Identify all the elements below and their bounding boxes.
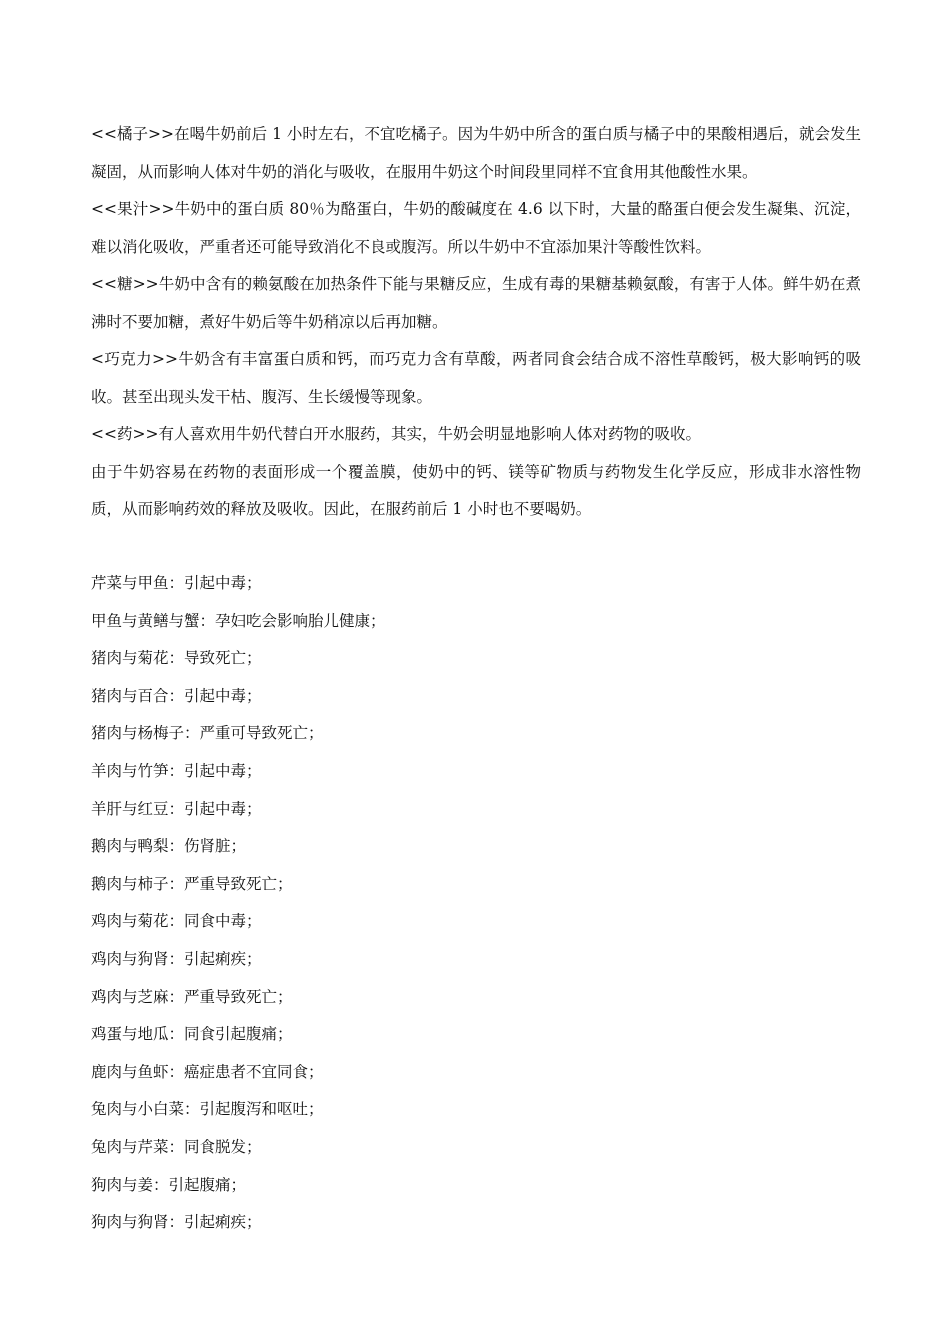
list-item: 鸡肉与菊花：同食中毒； bbox=[91, 912, 262, 931]
list-item: 鸡肉与芝麻：严重导致死亡； bbox=[91, 987, 293, 1006]
list-item: 鹿肉与鱼虾：癌症患者不宜同食； bbox=[91, 1062, 324, 1081]
list-item: 猪肉与百合：引起中毒； bbox=[91, 686, 262, 705]
paragraph-sugar: <<糖>>牛奶中含有的赖氨酸在加热条件下能与果糖反应，生成有毒的果糖基赖氨酸，有害于人体。鲜牛奶在煮沸时不要加糖，煮好牛奶后等牛奶稍凉以后再加糖。 bbox=[91, 275, 861, 331]
paragraph-chocolate: <巧克力>>牛奶含有丰富蛋白质和钙，而巧克力含有草酸，两者同食会结合成不溶性草酸钙，极大影响钙的吸收。甚至出现头发干枯、腹泻、生长缓慢等现象。 bbox=[91, 350, 861, 406]
list-item: 兔肉与小白菜：引起腹泻和呕吐； bbox=[91, 1100, 324, 1119]
list-item: 狗肉与姜：引起腹痛； bbox=[91, 1175, 247, 1194]
paragraph-medicine-detail: 由于牛奶容易在药物的表面形成一个覆盖膜，使奶中的钙、镁等矿物质与药物发生化学反应，形成非水溶性物质，从而影响药效的释放及吸收。因此，在服药前后 1 小时也不要喝奶。 bbox=[91, 462, 861, 518]
list-item: 甲鱼与黄鳝与蟹：孕妇吃会影响胎儿健康； bbox=[91, 611, 386, 630]
list-item: 兔肉与芹菜：同食脱发； bbox=[91, 1137, 262, 1156]
paragraph-medicine: <<药>>有人喜欢用牛奶代替白开水服药，其实，牛奶会明显地影响人体对药物的吸收。 bbox=[91, 425, 701, 443]
paragraph-orange: <<橘子>>在喝牛奶前后 1 小时左右，不宜吃橘子。因为牛奶中所含的蛋白质与橘子中的果酸相遇后，就会发生凝固，从而影响人体对牛奶的消化与吸收，在服用牛奶这个时间段里同样不宜食用其他酸性水果。 bbox=[91, 125, 861, 181]
list-item: 鹅肉与柿子：严重导致死亡； bbox=[91, 874, 293, 893]
paragraph-juice: <<果汁>>牛奶中的蛋白质 80％为酪蛋白，牛奶的酸碱度在 4.6 以下时，大量的酪蛋白便会发生凝集、沉淀，难以消化吸收，严重者还可能导致消化不良或腹泻。所以牛奶中不宜添加果汁等酸性饮料。 bbox=[91, 200, 861, 256]
list-item: 鸡蛋与地瓜：同食引起腹痛； bbox=[91, 1025, 293, 1044]
list-item: 鹅肉与鸭梨：伤肾脏； bbox=[91, 837, 247, 856]
list-item: 羊肉与竹笋：引起中毒； bbox=[91, 761, 262, 780]
list-item: 猪肉与菊花：导致死亡； bbox=[91, 649, 262, 668]
food-pair-list bbox=[91, 565, 386, 1242]
list-item: 猪肉与杨梅子：严重可导致死亡； bbox=[91, 724, 324, 743]
list-item: 羊肝与红豆：引起中毒； bbox=[91, 799, 262, 818]
list-item: 狗肉与狗肾：引起痢疾； bbox=[91, 1213, 262, 1232]
list-item: 芹菜与甲鱼：引起中毒； bbox=[91, 574, 262, 592]
list-item: 鸡肉与狗肾：引起痢疾； bbox=[91, 949, 262, 968]
milk-paragraphs bbox=[91, 116, 861, 529]
